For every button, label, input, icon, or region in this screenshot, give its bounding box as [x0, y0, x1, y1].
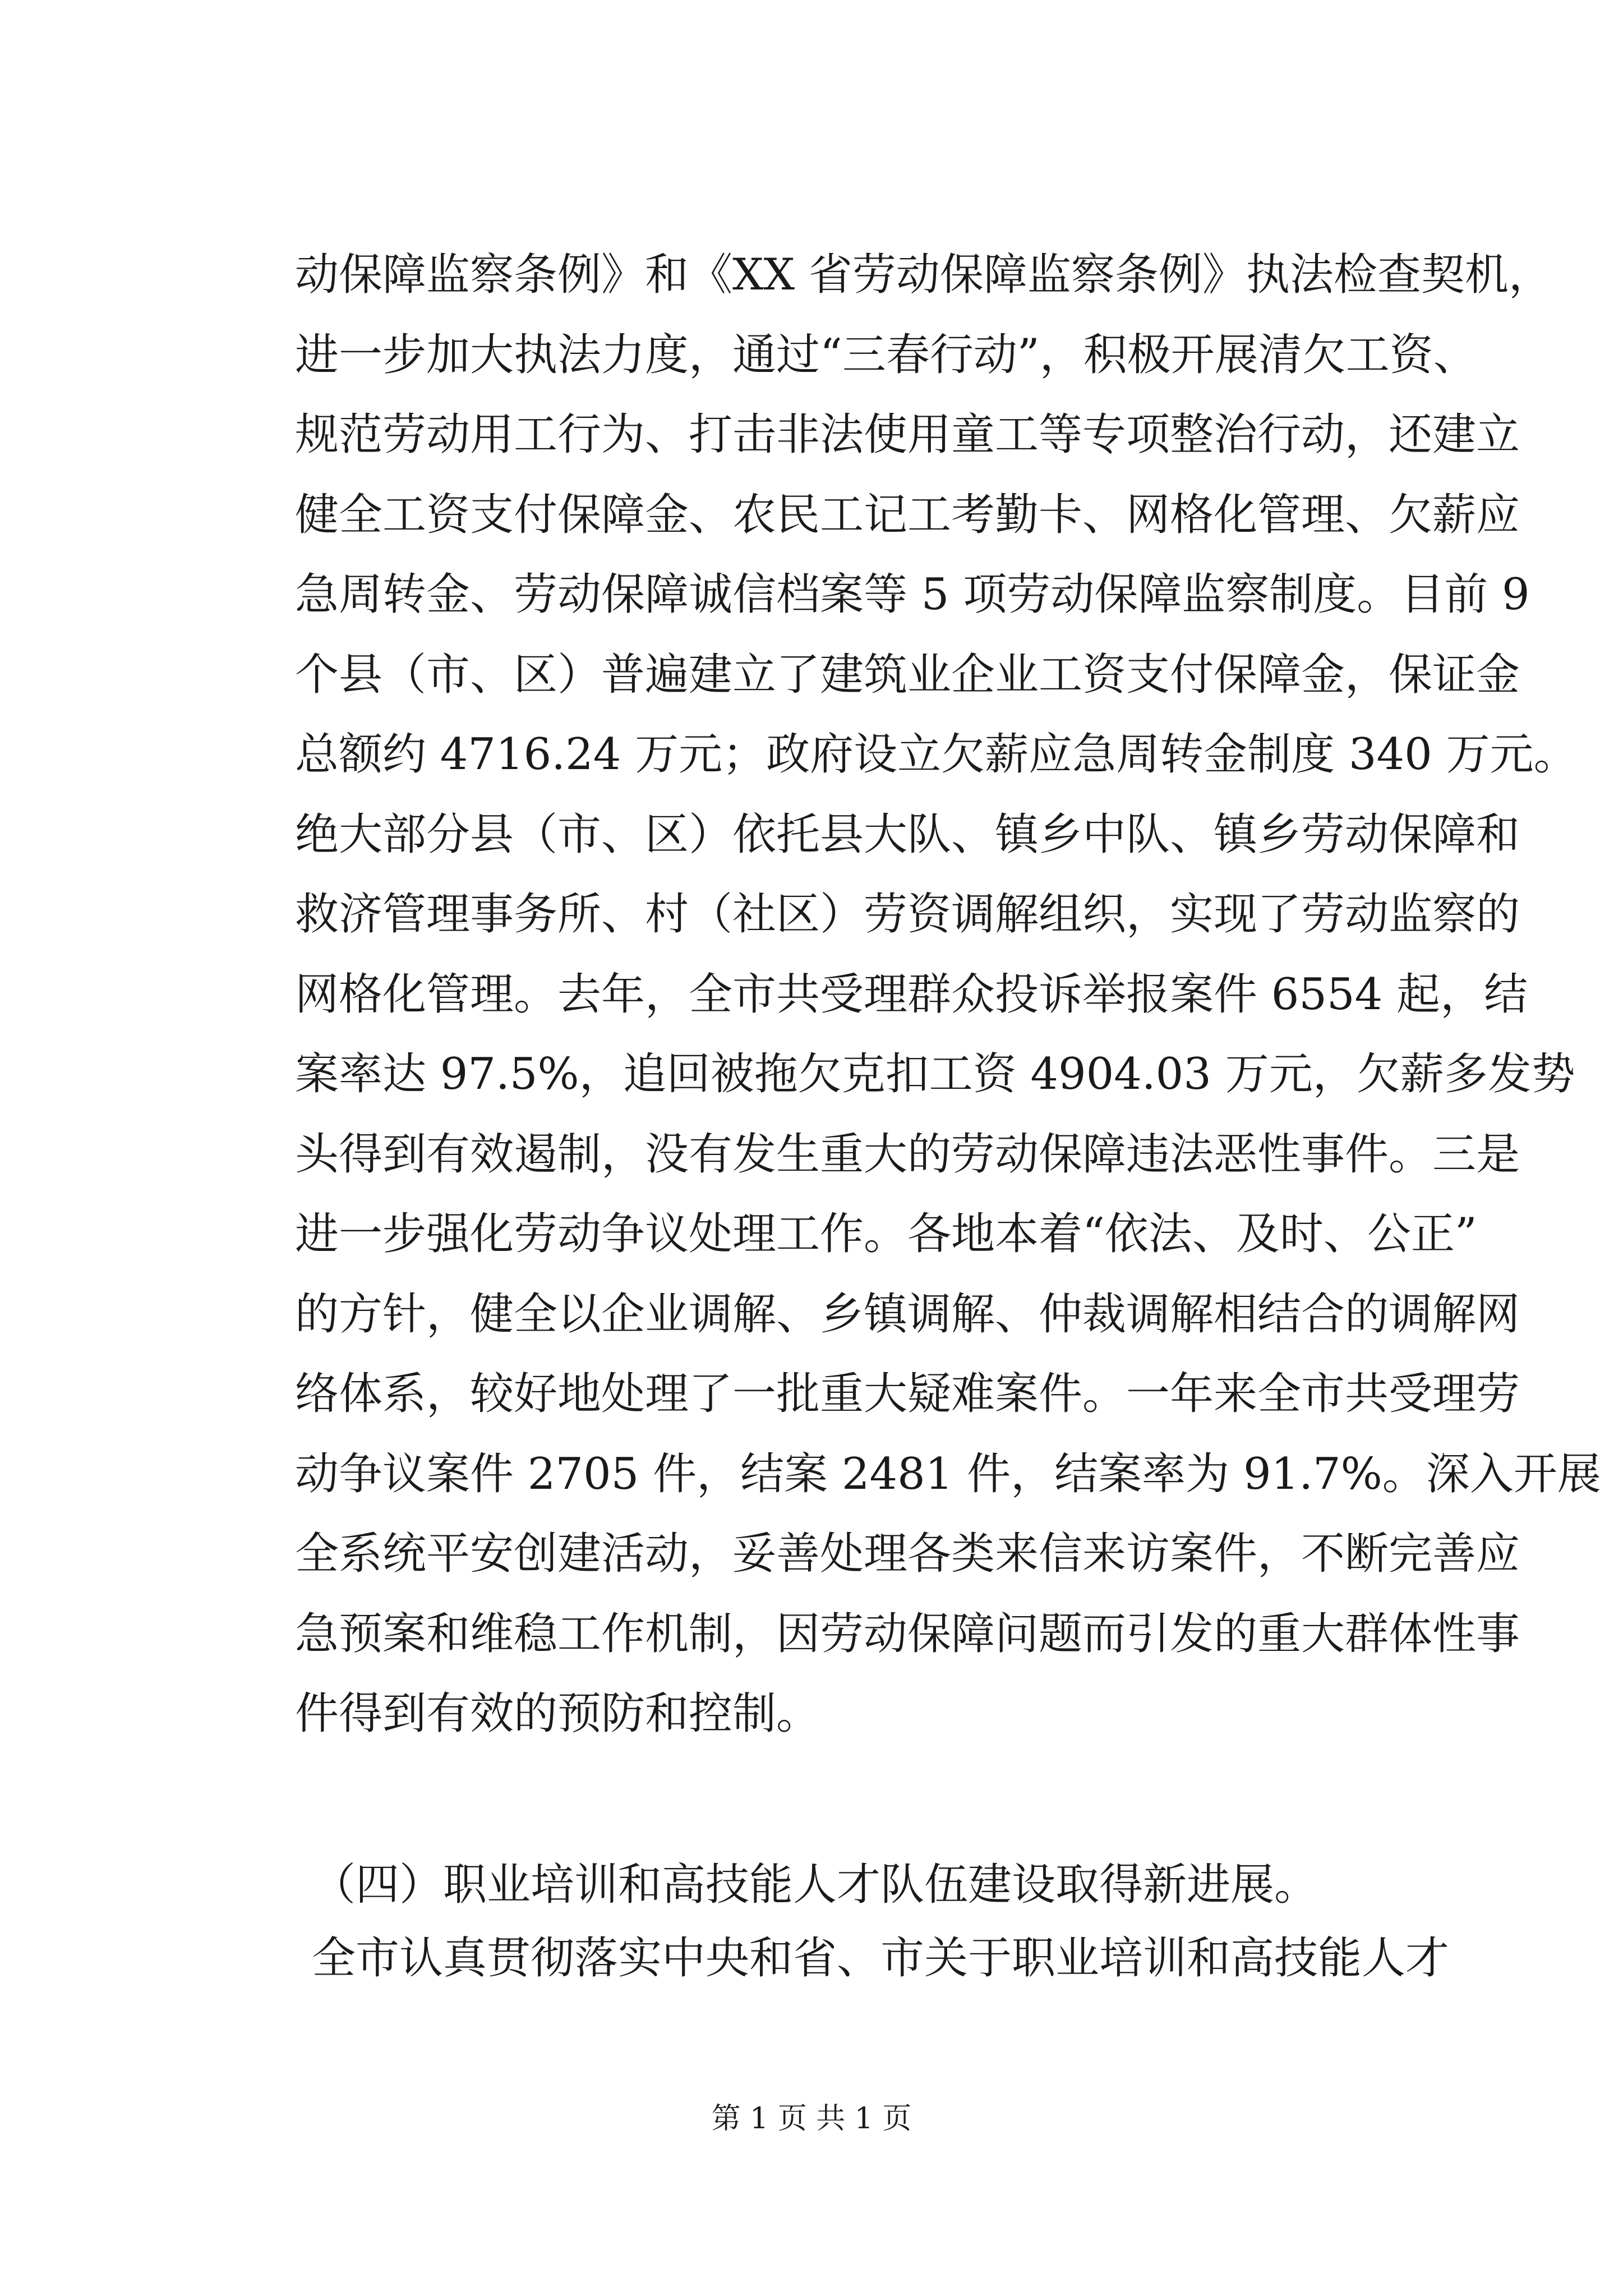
- body-paragraph-line: 的方针，健全以企业调解、乡镇调解、仲裁调解相结合的调解网: [295, 1289, 1520, 1340]
- body-paragraph-line: 个县（市、区）普遍建立了建筑业企业工资支付保障金，保证金: [295, 650, 1520, 700]
- body-paragraph-line: 络体系，较好地处理了一批重大疑难案件。一年来全市共受理劳: [295, 1369, 1520, 1419]
- body-paragraph-line: 件得到有效的预防和控制。: [295, 1688, 820, 1739]
- body-paragraph-line: 头得到有效遏制，没有发生重大的劳动保障违法恶性事件。三是: [295, 1129, 1520, 1180]
- body-paragraph-line: 急周转金、劳动保障诚信档案等 5 项劳动保障监察制度。目前 9: [295, 569, 1530, 620]
- body-paragraph-line: 进一步强化劳动争议处理工作。各地本着“依法、及时、公正”: [295, 1209, 1477, 1259]
- body-paragraph-line: 总额约 4716.24 万元；政府设立欠薪应急周转金制度 340 万元。: [295, 729, 1578, 780]
- section-heading: （四）职业培训和高技能人才队伍建设取得新进展。: [312, 1860, 1318, 1910]
- body-paragraph-line: 绝大部分县（市、区）依托县大队、镇乡中队、镇乡劳动保障和: [295, 809, 1520, 860]
- body-paragraph-line: 网格化管理。去年，全市共受理群众投诉举报案件 6554 起，结: [295, 969, 1528, 1020]
- body-paragraph-line: 案率达 97.5%，追回被拖欠克扣工资 4904.03 万元，欠薪多发势: [295, 1049, 1575, 1099]
- page-footer: 第 1 页 共 1 页: [711, 2102, 912, 2136]
- body-paragraph-line: 进一步加大执法力度，通过“三春行动”，积极开展清欠工资、: [295, 330, 1477, 380]
- body-paragraph-line: 动保障监察条例》和《XX 省劳动保障监察条例》执法检查契机，: [295, 250, 1552, 300]
- body-paragraph-line: 健全工资支付保障金、农民工记工考勤卡、网格化管理、欠薪应: [295, 490, 1520, 540]
- body-paragraph-line: 全系统平安创建活动，妥善处理各类来信来访案件，不断完善应: [295, 1529, 1520, 1579]
- body-paragraph-line: 规范劳动用工行为、打击非法使用童工等专项整治行动，还建立: [295, 409, 1520, 460]
- body-paragraph-line: 救济管理事务所、村（社区）劳资调解组织，实现了劳动监察的: [295, 889, 1520, 940]
- body-paragraph-line: 急预案和维稳工作机制，因劳动保障问题而引发的重大群体性事: [295, 1609, 1520, 1659]
- body-paragraph-line: 动争议案件 2705 件，结案 2481 件，结案率为 91.7%。深入开展: [295, 1449, 1601, 1499]
- body-paragraph-line: 全市认真贯彻落实中央和省、市关于职业培训和高技能人才: [312, 1933, 1450, 1984]
